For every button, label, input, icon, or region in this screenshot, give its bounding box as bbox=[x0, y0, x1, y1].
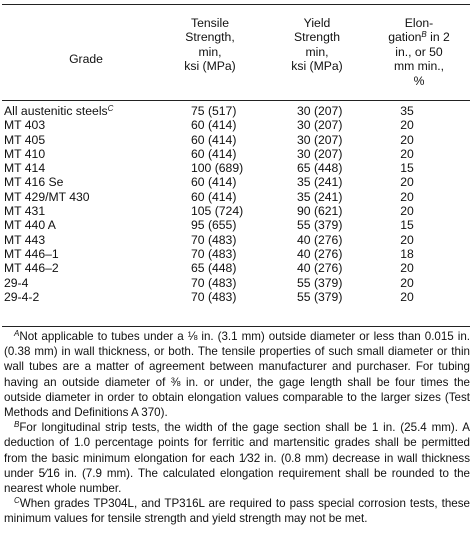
footnote-mark: C bbox=[14, 496, 20, 506]
elongation-cell-text: 15 bbox=[400, 218, 414, 233]
grade-cell bbox=[4, 204, 45, 218]
table-row bbox=[4, 133, 470, 147]
elongation-cell bbox=[390, 247, 424, 261]
yield-cell bbox=[297, 276, 342, 290]
elongation-cell bbox=[390, 133, 424, 147]
header-yield-line: Strength bbox=[293, 30, 341, 45]
tensile-cell bbox=[191, 276, 236, 290]
grade-cell-text: MT 440 A bbox=[4, 218, 56, 233]
yield-cell bbox=[297, 104, 342, 118]
grade-cell bbox=[4, 147, 45, 161]
footnotes bbox=[4, 329, 470, 527]
footnote-b bbox=[4, 420, 470, 496]
tensile-cell-text: 60 (414) bbox=[191, 189, 237, 204]
elongation-cell bbox=[390, 290, 424, 304]
yield-cell-text: 30 (207) bbox=[297, 118, 343, 133]
elongation-cell-text: 20 bbox=[400, 204, 414, 219]
elongation-cell-text: 20 bbox=[400, 289, 414, 304]
footnote-mark: B bbox=[14, 420, 20, 430]
grade-cell-text: 29-4 bbox=[4, 275, 29, 290]
grade-cell bbox=[4, 161, 45, 175]
elongation-cell-text: 20 bbox=[400, 175, 414, 190]
elongation-cell-text: 20 bbox=[400, 232, 414, 247]
header-elongation-word: in 2 bbox=[430, 30, 450, 45]
table-row bbox=[4, 190, 470, 204]
yield-cell-text: 55 (379) bbox=[297, 289, 343, 304]
tensile-cell-text: 95 (655) bbox=[191, 218, 237, 233]
header-yield-strength bbox=[272, 16, 362, 74]
table-row bbox=[4, 175, 470, 189]
tensile-cell bbox=[191, 247, 236, 261]
yield-cell bbox=[297, 290, 342, 304]
tensile-cell bbox=[191, 233, 236, 247]
tensile-cell-text: 105 (724) bbox=[191, 204, 244, 219]
header-yield-line: Yield bbox=[303, 16, 331, 30]
yield-cell-text: 55 (379) bbox=[297, 218, 343, 233]
tensile-cell-text: 70 (483) bbox=[191, 246, 237, 261]
tensile-cell bbox=[191, 261, 236, 275]
tensile-cell bbox=[191, 218, 236, 232]
grade-cell-text: All austenitic steels bbox=[4, 104, 108, 118]
table-row bbox=[4, 261, 470, 275]
header-grade: Grade bbox=[69, 52, 103, 66]
yield-cell-text: 30 (207) bbox=[297, 104, 343, 118]
elongation-cell-text: 20 bbox=[400, 118, 414, 133]
tensile-cell bbox=[191, 118, 236, 132]
elongation-cell bbox=[390, 175, 424, 189]
header-elongation-line bbox=[366, 30, 472, 44]
table-row bbox=[4, 247, 470, 261]
elongation-cell-text: 20 bbox=[400, 275, 414, 290]
yield-cell bbox=[297, 190, 342, 204]
footnote-a bbox=[4, 329, 470, 420]
header-elongation bbox=[366, 16, 472, 88]
table-row bbox=[4, 218, 470, 232]
yield-cell bbox=[297, 161, 342, 175]
header-tensile-line: Tensile bbox=[191, 16, 229, 30]
tensile-cell-text: 100 (689) bbox=[191, 161, 244, 176]
elongation-cell bbox=[390, 204, 424, 218]
grade-cell bbox=[4, 218, 56, 232]
elongation-cell-text: 35 bbox=[400, 104, 414, 118]
header-elongation-line: Elon- bbox=[404, 16, 434, 30]
tensile-cell-text: 70 (483) bbox=[191, 289, 237, 304]
yield-cell bbox=[297, 218, 342, 232]
header-tensile-line: ksi (MPa) bbox=[184, 59, 236, 74]
header-tensile-line: min, bbox=[198, 44, 222, 59]
elongation-cell bbox=[390, 147, 424, 161]
elongation-cell-text: 20 bbox=[400, 189, 414, 204]
grade-cell bbox=[4, 261, 59, 275]
yield-cell-text: 90 (621) bbox=[297, 204, 343, 219]
yield-cell-text: 30 (207) bbox=[297, 146, 343, 161]
footnote-mark: C bbox=[107, 104, 114, 113]
table-top-rule bbox=[2, 4, 470, 5]
elongation-cell-text: 20 bbox=[400, 261, 414, 276]
tensile-cell-text: 60 (414) bbox=[191, 175, 237, 190]
table-row bbox=[4, 204, 470, 218]
header-yield-line: min, bbox=[305, 44, 329, 59]
grade-cell-text: MT 446–2 bbox=[4, 261, 59, 276]
yield-cell-text: 40 (276) bbox=[297, 261, 343, 276]
header-tensile-line: Strength, bbox=[185, 30, 235, 45]
table-body bbox=[4, 104, 470, 304]
grade-cell bbox=[4, 290, 39, 304]
grade-cell-text: MT 431 bbox=[4, 204, 46, 219]
tensile-cell-text: 70 (483) bbox=[191, 232, 237, 247]
yield-cell-text: 30 (207) bbox=[297, 132, 343, 147]
grade-cell bbox=[4, 175, 63, 189]
tensile-cell bbox=[191, 290, 236, 304]
yield-cell-text: 35 (241) bbox=[297, 189, 343, 204]
footnote-text: For longitudinal strip tests, the width of the gage section shall be 1 in. (25.4 mm). A deduction of 1.0 percentage points for ferritic and martensitic grades shall be permitted from the basic minimum elongation for each 1⁄32 in. (0.8 mm) decrease in wall thickness under 5⁄16 in. (7.9 mm). The calculated elongation requirement shall be rounded to the nearest whole number. bbox=[4, 421, 470, 496]
grade-cell-text: MT 414 bbox=[4, 161, 46, 176]
elongation-cell bbox=[390, 276, 424, 290]
footnote-mark: A bbox=[14, 329, 20, 338]
header-elongation-line: mm min., bbox=[393, 59, 445, 74]
table-row bbox=[4, 104, 470, 118]
yield-cell bbox=[297, 233, 342, 247]
elongation-cell bbox=[390, 118, 424, 132]
elongation-cell-text: 20 bbox=[400, 146, 414, 161]
header-elongation-line: in., or 50 bbox=[395, 44, 443, 59]
grade-cell-text: MT 405 bbox=[4, 132, 46, 147]
yield-cell-text: 65 (448) bbox=[297, 161, 343, 176]
header-yield-line: ksi (MPa) bbox=[291, 59, 343, 74]
elongation-cell bbox=[390, 233, 424, 247]
tensile-cell bbox=[191, 190, 236, 204]
table-bottom-rule bbox=[2, 326, 470, 327]
grade-cell-text: 29-4-2 bbox=[4, 289, 40, 304]
grade-cell-text: MT 410 bbox=[4, 146, 46, 161]
tensile-cell bbox=[191, 161, 243, 175]
grade-cell bbox=[4, 276, 28, 290]
tensile-cell-text: 70 (483) bbox=[191, 275, 237, 290]
grade-cell-text: MT 443 bbox=[4, 232, 46, 247]
table-row bbox=[4, 276, 470, 290]
tensile-cell bbox=[191, 204, 243, 218]
yield-cell-text: 35 (241) bbox=[297, 175, 343, 190]
grade-cell bbox=[4, 118, 45, 132]
tensile-cell-text: 75 (517) bbox=[191, 104, 237, 118]
table-row bbox=[4, 161, 470, 175]
yield-cell bbox=[297, 118, 342, 132]
tensile-cell bbox=[191, 133, 236, 147]
elongation-cell-text: 15 bbox=[400, 161, 414, 176]
header-elongation-word: gation bbox=[388, 30, 422, 45]
tensile-cell-text: 65 (448) bbox=[191, 261, 237, 276]
elongation-cell bbox=[390, 218, 424, 232]
grade-cell bbox=[4, 133, 45, 147]
table-row bbox=[4, 290, 470, 304]
yield-cell bbox=[297, 204, 342, 218]
header-tensile-strength bbox=[160, 16, 260, 74]
footnote-mark-b: B bbox=[421, 30, 427, 40]
tensile-cell bbox=[191, 104, 236, 118]
elongation-cell-text: 18 bbox=[400, 246, 414, 261]
elongation-cell bbox=[390, 104, 424, 118]
tensile-cell bbox=[191, 147, 236, 161]
tensile-cell-text: 60 (414) bbox=[191, 132, 237, 147]
tensile-cell-text: 60 (414) bbox=[191, 118, 237, 133]
table-row bbox=[4, 147, 470, 161]
grade-cell bbox=[4, 190, 90, 204]
tensile-cell-text: 60 (414) bbox=[191, 146, 237, 161]
grade-cell bbox=[4, 233, 45, 247]
elongation-cell bbox=[390, 261, 424, 275]
footnote-c bbox=[4, 496, 470, 526]
tensile-cell bbox=[191, 175, 236, 189]
yield-cell bbox=[297, 247, 342, 261]
header-rule bbox=[2, 100, 470, 101]
yield-cell bbox=[297, 133, 342, 147]
elongation-cell bbox=[390, 190, 424, 204]
footnote-text: When grades TP304L, and TP316L are required to pass special corrosion tests, these minimum values for tensile strength and yield strength may not be met. bbox=[4, 497, 470, 526]
yield-cell bbox=[297, 147, 342, 161]
yield-cell bbox=[297, 175, 342, 189]
elongation-cell-text: 20 bbox=[400, 132, 414, 147]
grade-cell-text: MT 429/MT 430 bbox=[4, 189, 90, 204]
grade-cell-text: MT 403 bbox=[4, 118, 46, 133]
yield-cell bbox=[297, 261, 342, 275]
yield-cell-text: 55 (379) bbox=[297, 275, 343, 290]
grade-cell bbox=[4, 247, 59, 261]
header-elongation-line: % bbox=[413, 73, 425, 88]
yield-cell-text: 40 (276) bbox=[297, 246, 343, 261]
elongation-cell bbox=[390, 161, 424, 175]
grade-cell-text: MT 416 Se bbox=[4, 175, 64, 190]
grade-cell bbox=[4, 104, 113, 118]
grade-cell-text: MT 446–1 bbox=[4, 246, 59, 261]
footnote-text: Not applicable to tubes under a ⅛ in. (3.1 mm) outside diameter or less than 0.015 in. (0.38 mm) in wall thickness, or both. The tensile properties of such small diameter or thin wall tubes are a matter of agreement between manufacturer and purchaser. For tubing having an outside diameter of ⅜ in. or under, the gage length shall be four times the outside diameter in order to obtain elongation values comparable to the larger sizes (Test Methods and Definitions A 370). bbox=[4, 330, 470, 420]
yield-cell-text: 40 (276) bbox=[297, 232, 343, 247]
table-row bbox=[4, 118, 470, 132]
table-row bbox=[4, 233, 470, 247]
